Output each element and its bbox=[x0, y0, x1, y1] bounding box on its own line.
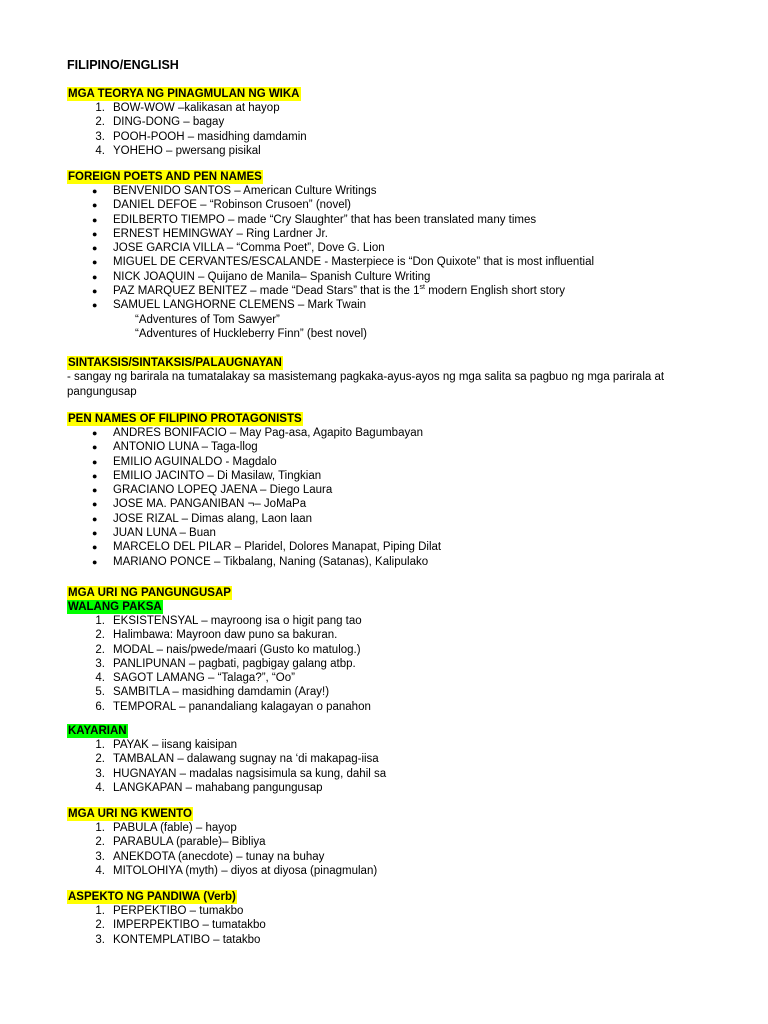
section-heading-sintaksis: SINTAKSIS/SINTAKSIS/PALAUGNAYAN bbox=[68, 357, 282, 369]
section-pangungusap bbox=[67, 586, 707, 714]
section-foreign-poets bbox=[67, 170, 707, 341]
list-item: ● ANDRES BONIFACIO – May Pag-asa, Agapito Bagumbayan bbox=[92, 427, 424, 439]
list-item: 1. EKSISTENSYAL – mayroong isa o higit pang tao bbox=[95, 615, 362, 627]
list-item: 2. Halimbawa: Mayroon daw puno sa bakuran. bbox=[95, 629, 338, 642]
list-item: 1. PABULA (fable) – hayop bbox=[95, 822, 237, 834]
pangungusap-list bbox=[67, 614, 707, 714]
bullet-icon: ● bbox=[92, 214, 98, 225]
bullet-icon: ● bbox=[92, 200, 98, 211]
list-item: ● EMILIO AGUINALDO - Magdalo bbox=[92, 455, 277, 468]
list-item: ● EMILIO JACINTO – Di Masilaw, Tingkian bbox=[92, 469, 322, 482]
bullet-icon: ● bbox=[92, 286, 98, 297]
list-item: 2. DING-DONG – bagay bbox=[95, 116, 225, 129]
list-item: ● JOSE MA. PANGANIBAN ¬– JoMaPa bbox=[92, 498, 307, 511]
list-item: ● MIGUEL DE CERVANTES/ESCALANDE - Masterpiece is “Don Quixote” that is most influential bbox=[92, 256, 595, 269]
section-heading-kwento: MGA URI NG KWENTO bbox=[68, 808, 192, 820]
document-title: FILIPINO/ENGLISH bbox=[67, 58, 179, 72]
section-wika bbox=[67, 87, 707, 158]
list-item: 3. POOH-POOH – masidhing damdamin bbox=[95, 130, 307, 143]
list-item: 1. PAYAK – iisang kaisipan bbox=[95, 739, 238, 751]
sub-item: “Adventures of Tom Sawyer” bbox=[135, 313, 280, 326]
list-item: ● PAZ MARQUEZ BENITEZ – made “Dead Stars” that is the 1st modern English short story bbox=[92, 284, 565, 298]
list-item: 4. LANGKAPAN – mahabang pangungusap bbox=[95, 781, 323, 794]
section-heading-protagonists: PEN NAMES OF FILIPINO PROTAGONISTS bbox=[68, 413, 302, 425]
foreign-poets-list bbox=[67, 184, 707, 313]
list-item: 4. YOHEHO – pwersang pisikal bbox=[95, 144, 261, 157]
section-heading-pandiwa: ASPEKTO NG PANDIWA (Verb) bbox=[68, 891, 236, 903]
bullet-icon: ● bbox=[92, 186, 98, 196]
list-item: ● BENVENIDO SANTOS – American Culture Writings bbox=[92, 185, 377, 197]
list-item: ● ERNEST HEMINGWAY – Ring Lardner Jr. bbox=[92, 227, 328, 240]
list-item: 3. KONTEMPLATIBO – tatakbo bbox=[95, 933, 261, 946]
list-item: ● NICK JOAQUIN – Quijano de Manila– Spanish Culture Writing bbox=[92, 270, 431, 283]
bullet-icon: ● bbox=[92, 428, 98, 438]
bullet-icon: ● bbox=[92, 528, 98, 539]
bullet-icon: ● bbox=[92, 442, 98, 453]
subheading-walang-paksa: WALANG PAKSA bbox=[68, 601, 162, 613]
section-heading-pangungusap: MGA URI NG PANGUNGUSAP bbox=[68, 587, 231, 599]
list-item: 1. PERPEKTIBO – tumakbo bbox=[95, 905, 244, 917]
list-item: 4. MITOLOHIYA (myth) – diyos at diyosa (pinagmulan) bbox=[95, 864, 378, 877]
sintaksis-definition: - sangay ng barirala na tumatalakay sa masistemang pagkaka-ayus-ayos ng mga salita sa pagbuo ng mga parirala at pangungusap bbox=[67, 371, 665, 398]
list-item: 4. SAGOT LAMANG – “Talaga?”, “Oo” bbox=[95, 672, 295, 685]
list-item: ● MARCELO DEL PILAR – Plaridel, Dolores Manapat, Piping Dilat bbox=[92, 541, 442, 554]
list-item: ● SAMUEL LANGHORNE CLEMENS – Mark Twain bbox=[92, 299, 367, 312]
list-item: ● ANTONIO LUNA – Taga-llog bbox=[92, 441, 258, 454]
section-kwento bbox=[67, 807, 707, 878]
list-item: ● JUAN LUNA – Buan bbox=[92, 527, 216, 540]
bullet-icon: ● bbox=[92, 456, 98, 467]
bullet-icon: ● bbox=[92, 228, 98, 239]
bullet-icon: ● bbox=[92, 271, 98, 282]
bullet-icon: ● bbox=[92, 556, 98, 567]
list-item: 5. SAMBITLA – masidhing damdamin (Aray!) bbox=[95, 686, 330, 699]
list-item: 3. ANEKDOTA (anecdote) – tunay na buhay bbox=[95, 850, 325, 863]
list-item: 2. MODAL – nais/pwede/maari (Gusto ko matulog.) bbox=[95, 643, 361, 656]
list-item: 1. BOW-WOW –kalikasan at hayop bbox=[95, 102, 280, 114]
bullet-icon: ● bbox=[92, 499, 98, 510]
section-heading-kayarian: KAYARIAN bbox=[68, 725, 127, 737]
list-item: 2. IMPERPEKTIBO – tumatakbo bbox=[95, 919, 266, 932]
section-pandiwa bbox=[67, 890, 707, 947]
list-item: ● MARIANO PONCE – Tikbalang, Naning (Satanas), Kalipulako bbox=[92, 555, 429, 568]
list-item: ● DANIEL DEFOE – “Robinson Crusoen” (novel) bbox=[92, 199, 351, 212]
kayarian-list bbox=[67, 738, 707, 795]
list-item: 6. TEMPORAL – panandaliang kalagayan o panahon bbox=[95, 700, 371, 713]
protagonists-list bbox=[67, 426, 707, 569]
section-protagonists bbox=[67, 412, 707, 569]
wika-list bbox=[67, 101, 707, 158]
section-sintaksis bbox=[67, 356, 707, 399]
bullet-icon: ● bbox=[92, 243, 98, 254]
list-item: ● EDILBERTO TIEMPO – made “Cry Slaughter” that has been translated many times bbox=[92, 213, 537, 226]
bullet-icon: ● bbox=[92, 513, 98, 524]
sub-item: “Adventures of Huckleberry Finn” (best novel) bbox=[135, 327, 368, 340]
section-heading-foreign-poets: FOREIGN POETS AND PEN NAMES bbox=[68, 171, 262, 183]
list-item: ● JOSE GARCIA VILLA – “Comma Poet”, Dove G. Lion bbox=[92, 242, 385, 255]
section-heading-wika: MGA TEORYA NG PINAGMULAN NG WIKA bbox=[68, 88, 300, 100]
list-item: 2. PARABULA (parable)– Bibliya bbox=[95, 836, 266, 849]
pandiwa-list bbox=[67, 904, 707, 947]
section-kayarian bbox=[67, 724, 707, 795]
list-item: 3. PANLIPUNAN – pagbati, pagbigay galang atbp. bbox=[95, 657, 356, 670]
list-item: 2. TAMBALAN – dalawang sugnay na ‘di makapag-iisa bbox=[95, 753, 379, 766]
bullet-icon: ● bbox=[92, 470, 98, 481]
list-item: ● GRACIANO LOPEQ JAENA – Diego Laura bbox=[92, 484, 333, 497]
bullet-icon: ● bbox=[92, 300, 98, 311]
bullet-icon: ● bbox=[92, 257, 98, 268]
list-item: 3. HUGNAYAN – madalas nagsisimula sa kung, dahil sa bbox=[95, 767, 387, 780]
kwento-list bbox=[67, 821, 707, 878]
list-item: ● JOSE RIZAL – Dimas alang, Laon laan bbox=[92, 512, 313, 525]
bullet-icon: ● bbox=[92, 485, 98, 496]
bullet-icon: ● bbox=[92, 542, 98, 553]
